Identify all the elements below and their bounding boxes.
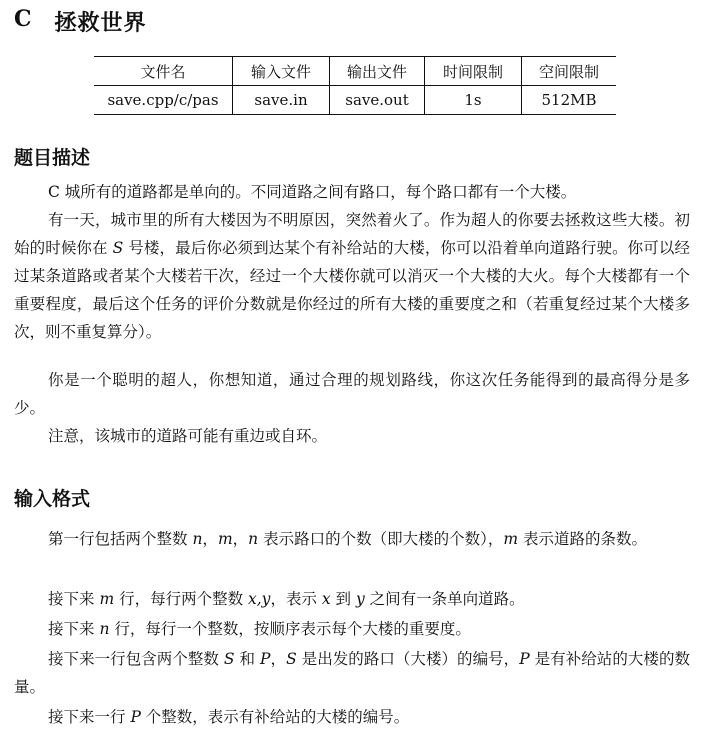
header-filename: 文件名: [94, 57, 233, 86]
math-var: m: [217, 530, 233, 548]
cell-input-file: save.in: [233, 86, 330, 115]
math-var: n: [248, 530, 259, 548]
description-heading: 题目描述: [14, 147, 91, 169]
input-paragraph-5: [14, 703, 690, 731]
math-var: P: [260, 650, 271, 668]
math-var: y: [355, 590, 365, 608]
problem-title: [14, 6, 147, 37]
text-segment: 接下来一行包含两个整数: [48, 650, 224, 668]
description-paragraph-2: [14, 206, 690, 346]
text-segment: ，: [202, 530, 218, 548]
text-segment: 表示路口的个数（即大楼的个数），: [258, 530, 504, 548]
math-var: x: [321, 590, 331, 608]
input-paragraph-1: [14, 525, 690, 553]
text-segment: ，表示: [270, 590, 322, 608]
input-paragraph-2: [14, 585, 690, 613]
info-table-header-row: [94, 57, 616, 86]
description-paragraph-1: C 城所有的道路都是单向的。不同道路之间有路口，每个路口都有一个大楼。: [48, 183, 577, 201]
description-paragraph-3: 你是一个聪明的超人，你想知道，通过合理的规划路线，你这次任务能得到的最高得分是多少。: [14, 371, 690, 417]
text-segment: 行，每行两个整数: [114, 590, 248, 608]
text-segment: 有一天，城市里的所有大楼因为不明原因，突然着火了。作为超人的你要去拯救这些大楼。初始的时候你在: [14, 211, 690, 257]
text-segment: 号楼，最后你必须到达某个有补给站的大楼，你可以沿着单向道路行驶。你可以经过某条道路或者某个大楼若干次，经过一个大楼你就可以消灭一个大楼的大火。每个大楼都有一个重要程度，最后这个任务的评价分数就是你经过的所有大楼的重要度之和（若重复经过某个大楼多次，则不重复算分）。: [14, 239, 690, 341]
text-segment: 第一行包括两个整数: [48, 530, 193, 548]
info-table-row: [94, 86, 616, 115]
text-segment: 接下来: [48, 590, 100, 608]
text-segment: 到: [330, 590, 356, 608]
input-paragraph-3: [14, 615, 690, 643]
header-memory-limit: 空间限制: [522, 57, 617, 86]
text-segment: 是有补给站的大楼的数量。: [14, 650, 690, 696]
cell-memory-limit: 512MB: [522, 86, 617, 115]
cell-output-file: save.out: [330, 86, 425, 115]
math-var: x,y: [248, 590, 271, 608]
math-var: P: [519, 650, 530, 668]
math-var: m: [99, 590, 115, 608]
header-output-file: 输出文件: [330, 57, 425, 86]
input-format-heading: 输入格式: [14, 488, 91, 510]
math-var: m: [503, 530, 519, 548]
header-input-file: 输入文件: [233, 57, 330, 86]
math-var: S: [112, 239, 124, 257]
text-segment: 和: [234, 650, 261, 668]
problem-name: 拯救世界: [54, 10, 147, 36]
text-segment: 个整数，表示有补给站的大楼的编号。: [140, 708, 410, 726]
math-var: P: [130, 708, 141, 726]
problem-letter: C: [14, 6, 33, 32]
text-segment: 是出发的路口（大楼）的编号，: [296, 650, 520, 668]
math-var: n: [99, 620, 110, 638]
text-segment: 表示道路的条数。: [518, 530, 647, 548]
text-segment: ，: [270, 650, 287, 668]
description-paragraph-4: 注意，该城市的道路可能有重边或自环。: [48, 427, 328, 445]
header-time-limit: 时间限制: [425, 57, 522, 86]
text-segment: 之间有一条单向道路。: [364, 590, 525, 608]
input-paragraph-4: [14, 645, 690, 701]
math-var: S: [223, 650, 235, 668]
text-segment: 接下来一行: [48, 708, 131, 726]
problem-info-table: [94, 56, 616, 115]
text-segment: ，: [232, 530, 249, 548]
text-segment: 行，每行一个整数，按顺序表示每个大楼的重要度。: [109, 620, 471, 638]
cell-filename: save.cpp/c/pas: [94, 86, 233, 115]
cell-time-limit: 1s: [425, 86, 522, 115]
math-var: n: [192, 530, 203, 548]
math-var: S: [286, 650, 297, 668]
text-segment: 接下来: [48, 620, 100, 638]
